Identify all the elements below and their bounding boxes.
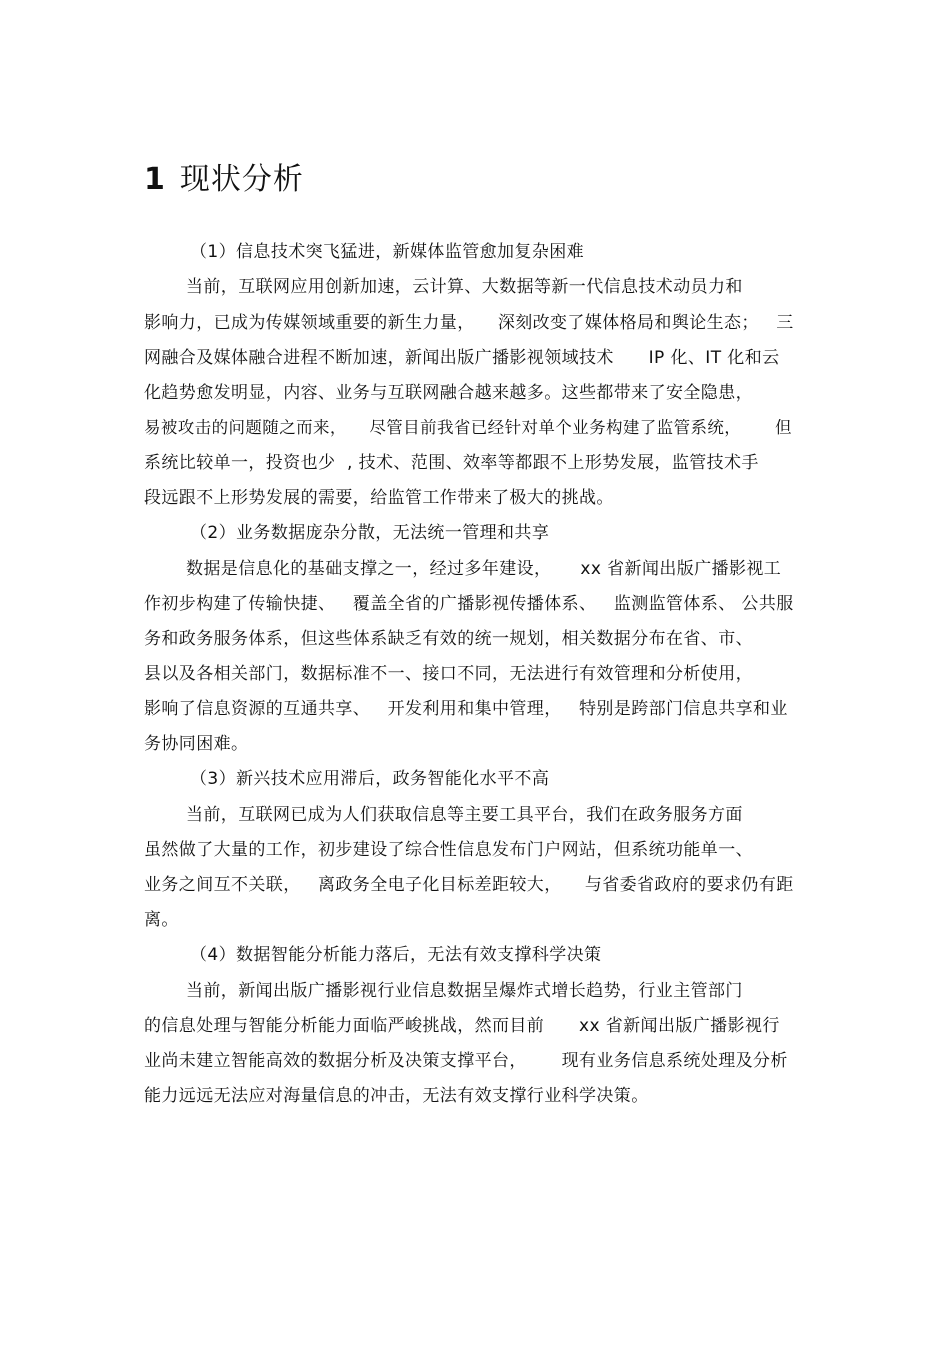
subheading-2: （2）业务数据庞杂分散，无法统一管理和共享 — [190, 523, 550, 543]
subheading-1: （1）信息技术突飞猛进，新媒体监管愈加复杂困难 — [190, 242, 585, 262]
paragraph-line: 影响了信息资源的互通共享、 开发利用和集中管理， 特别是跨部门信息共享和业 — [144, 699, 788, 719]
paragraph-line: 数据是信息化的基础支撑之一，经过多年建设， xx 省新闻出版广播影视工 — [186, 559, 782, 579]
paragraph-line: 离。 — [144, 910, 179, 930]
section-heading — [144, 160, 304, 200]
paragraph-line: 能力远远无法应对海量信息的冲击，无法有效支撑行业科学决策。 — [144, 1086, 649, 1106]
paragraph-line: 县以及各相关部门，数据标准不一、接口不同，无法进行有效管理和分析使用， — [144, 664, 753, 684]
paragraph-line: 易被攻击的问题随之而来， 尽管目前我省已经针对单个业务构建了监管系统， 但 — [144, 418, 792, 437]
paragraph-line: 作初步构建了传输快捷、 覆盖全省的广播影视传播体系、 监测监管体系、 公共服 — [144, 594, 794, 614]
paragraph-line: 的信息处理与智能分析能力面临严峻挑战，然而目前 xx 省新闻出版广播影视行 — [144, 1016, 780, 1036]
section-title: 现状分析 — [179, 162, 304, 197]
paragraph-line: 当前，新闻出版广播影视行业信息数据呈爆炸式增长趋势，行业主管部门 — [186, 981, 743, 1001]
paragraph-line: 业尚未建立智能高效的数据分析及决策支撑平台， 现有业务信息系统处理及分析 — [144, 1051, 788, 1071]
paragraph-line: 当前，互联网应用创新加速，云计算、大数据等新一代信息技术动员力和 — [186, 277, 743, 297]
paragraph-line: 虽然做了大量的工作，初步建设了综合性信息发布门户网站，但系统功能单一、 — [144, 840, 753, 860]
paragraph-line: 段远跟不上形势发展的需要，给监管工作带来了极大的挑战。 — [144, 488, 614, 508]
paragraph-line: 务协同困难。 — [144, 734, 249, 754]
paragraph-line: 业务之间互不关联， 离政务全电子化目标差距较大， 与省委省政府的要求仍有距 — [144, 875, 794, 895]
paragraph-line: 系统比较单一，投资也少 , 技术、范围、效率等都跟不上形势发展，监管技术手 — [144, 453, 759, 473]
paragraph-line: 化趋势愈发明显，内容、业务与互联网融合越来越多。这些都带来了安全隐患， — [144, 383, 753, 403]
paragraph-line: 当前，互联网已成为人们获取信息等主要工具平台，我们在政务服务方面 — [186, 805, 743, 825]
subheading-3: （3）新兴技术应用滞后，政务智能化水平不高 — [190, 769, 550, 789]
paragraph-line: 影响力，已成为传媒领域重要的新生力量， 深刻改变了媒体格局和舆论生态； 三 — [144, 313, 794, 333]
paragraph-line: 网融合及媒体融合进程不断加速，新闻出版广播影视领域技术 IP 化、IT 化和云 — [144, 348, 780, 368]
subheading-4: （4）数据智能分析能力落后，无法有效支撑科学决策 — [190, 945, 602, 965]
section-number: 1 — [144, 162, 166, 197]
paragraph-line: 务和政务服务体系，但这些体系缺乏有效的统一规划，相关数据分布在省、市、 — [144, 629, 753, 649]
